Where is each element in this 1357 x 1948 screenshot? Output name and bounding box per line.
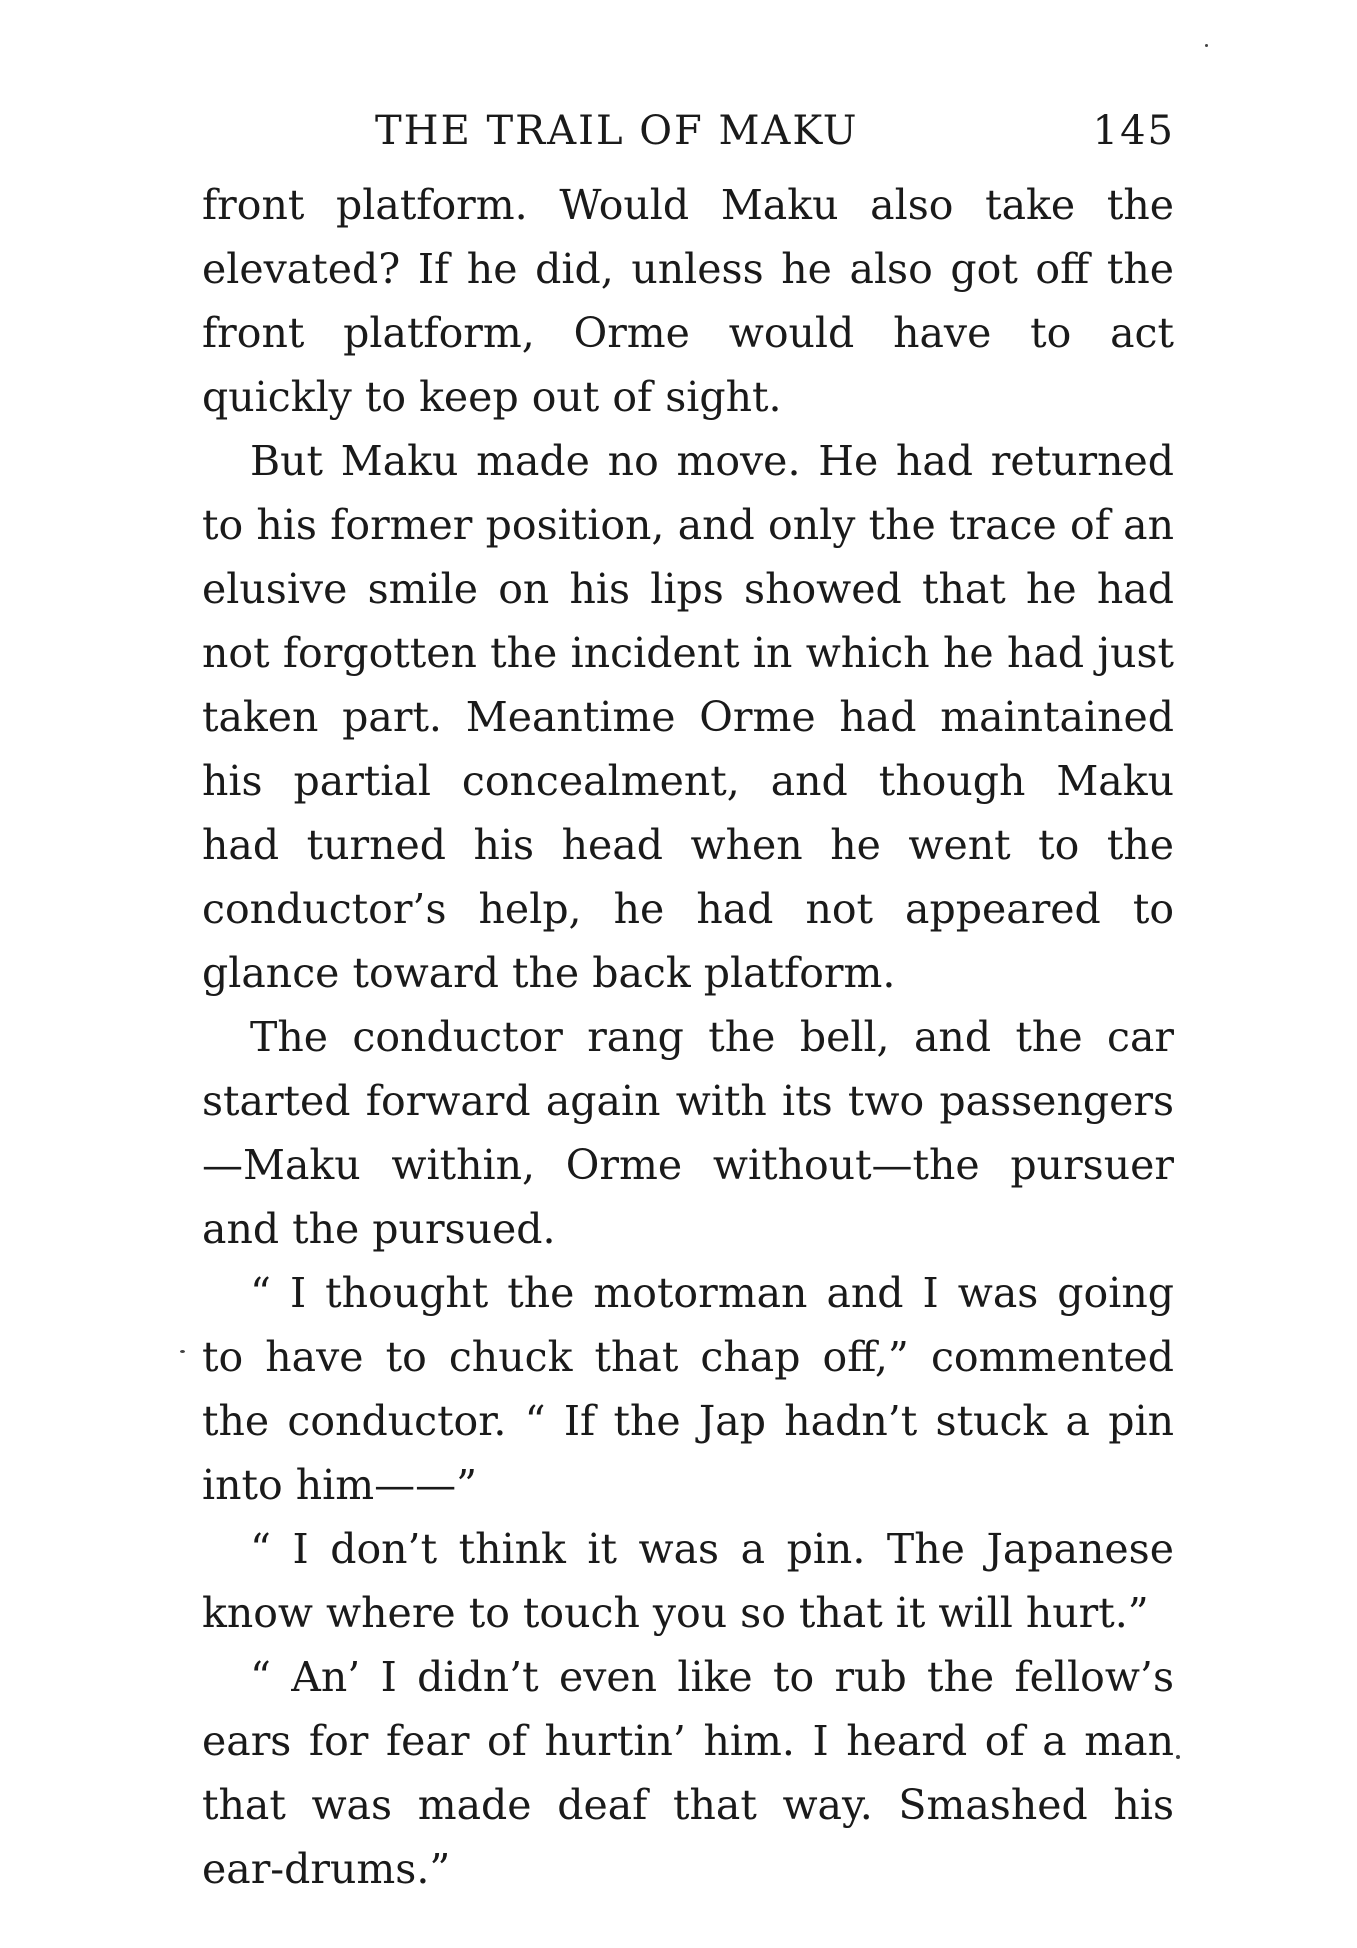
running-title: THE TRAIL OF MAKU xyxy=(375,108,859,154)
body-text xyxy=(202,173,1174,1901)
scan-speck xyxy=(1176,1755,1180,1759)
paragraph-6: “ An’ I didn’t even like to rub the fellow’s ears for fear of hurtin’ him. I heard of a man that was made deaf that way. Smashed his ear-drums.” xyxy=(202,1653,1174,1893)
page-number: 145 xyxy=(1092,108,1175,154)
paragraph-3: The conductor rang the bell, and the car started forward again with its two passengers—Maku within, Orme without—the pursuer and the pursued. xyxy=(202,1013,1174,1253)
paragraph-4: “ I thought the motorman and I was going to have to chuck that chap off,” commented the conductor. “ If the Jap hadn’t stuck a pin into him——” xyxy=(202,1269,1174,1509)
running-head xyxy=(205,100,1175,164)
paragraph-2: But Maku made no move. He had returned to his former position, and only the trace of an elusive smile on his lips showed that he had not forgotten the incident in which he had just taken part. Meantime Orme had maintained his partial concealment, and though Maku had turned his head when he went to the conductor’s help, he had not appeared to glance toward the back platform. xyxy=(202,437,1174,997)
paragraph-5: “ I don’t think it was a pin. The Japanese know where to touch you so that it will hurt.” xyxy=(202,1525,1174,1637)
scan-speck xyxy=(180,1350,185,1353)
paragraph-1: front platform. Would Maku also take the elevated? If he did, unless he also got off the front platform, Orme would have to act quickly to keep out of sight. xyxy=(202,181,1174,421)
scan-speck xyxy=(1205,44,1208,47)
